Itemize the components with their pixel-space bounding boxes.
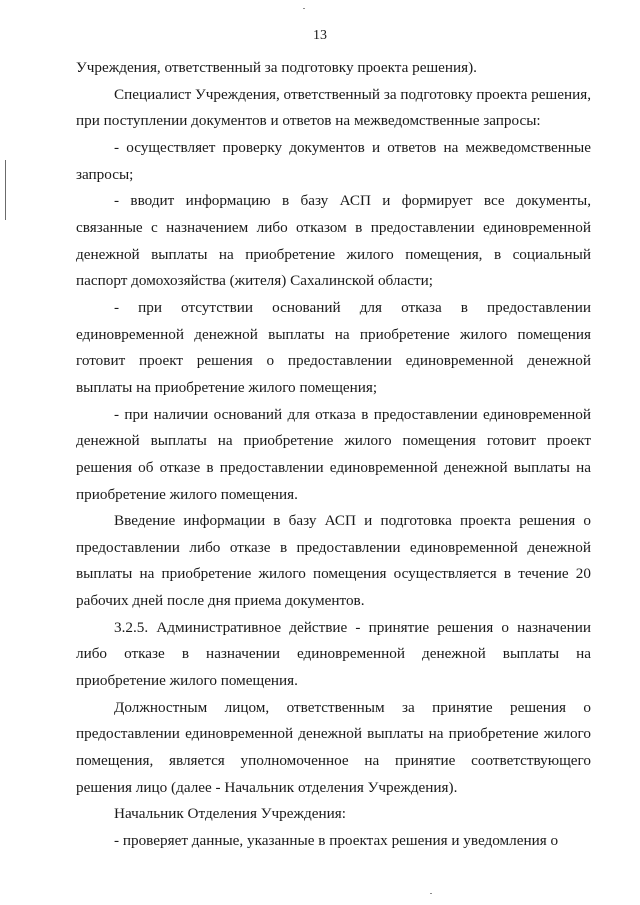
scan-speck (430, 893, 432, 894)
scan-speck (303, 8, 305, 9)
paragraph: Начальник Отделения Учреждения: (114, 805, 346, 823)
paragraph: Должностным лицом, ответственным за принятие решения о предоставлении единовременной денежной выплаты на приобретение жилого помещения, является уполномоченное на принятие соответствующего решения лицо (далее - Начальник отделения Учреждения). (76, 698, 591, 796)
document-body (76, 55, 591, 855)
scan-margin-line (5, 160, 6, 220)
paragraph: Введение информации в базу АСП и подготовка проекта решения о предоставлении либо отказе в предоставлении единовременной денежной выплаты на приобретение жилого помещения осуществляется в течение 20 рабочих дней после дня приема документов. (76, 512, 591, 610)
list-item: - осуществляет проверку документов и ответов на межведомственные запросы; (76, 138, 591, 183)
paragraph: Специалист Учреждения, ответственный за подготовку проекта решения, при поступлении документов и ответов на межведомственные запросы: (76, 85, 591, 130)
list-item: - вводит информацию в базу АСП и формирует все документы, связанные с назначением либо отказом в предоставлении единовременной денежной выплаты на приобретение жилого помещения, в социальный паспорт домохозяйства (жителя) Сахалинской области; (76, 192, 591, 290)
list-item: - при наличии оснований для отказа в предоставлении единовременной денежной выплаты на приобретение жилого помещения готовит проект решения об отказе в предоставлении единовременной денежной выплаты на приобретение жилого помещения. (76, 405, 591, 503)
list-item: - при отсутствии оснований для отказа в предоставлении единовременной денежной выплаты на приобретение жилого помещения готовит проект решения о предоставлении единовременной денежной выплаты на приобретение жилого помещения; (76, 298, 591, 396)
paragraph: Учреждения, ответственный за подготовку проекта решения). (76, 59, 477, 76)
page-number: 13 (313, 28, 327, 43)
section-paragraph: 3.2.5. Административное действие - принятие решения о назначении либо отказе в назначении единовременной денежной выплаты на приобретение жилого помещения. (76, 618, 591, 690)
list-item: - проверяет данные, указанные в проектах решения и уведомления о (114, 832, 559, 850)
